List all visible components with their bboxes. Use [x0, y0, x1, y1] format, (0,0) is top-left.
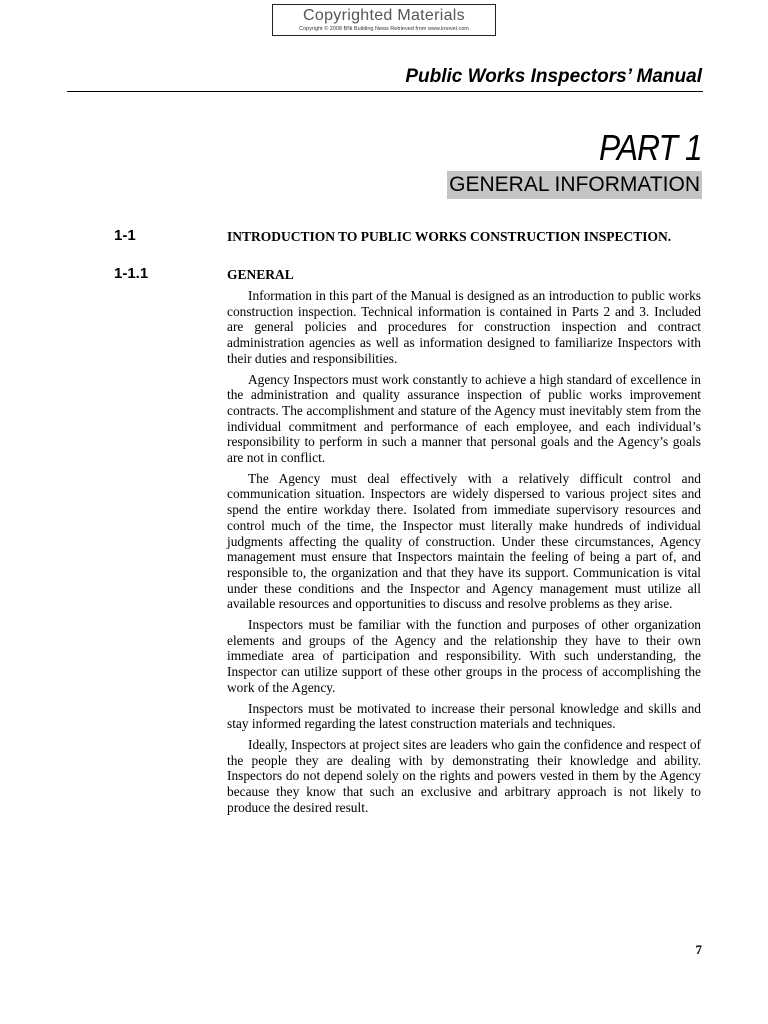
- copyright-stamp: [272, 4, 496, 36]
- section-heading-1-1-1: GENERAL: [227, 267, 294, 282]
- section-number-1-1: 1-1: [114, 227, 136, 244]
- paragraph-4: Inspectors must be familiar with the function and purposes of other organization elements and groups of the Agency and the relationship they have to their own immediate area of participation and responsibility. With such understanding, the Inspector can utilize support of these other groups in the process of accomplishing the work of the Agency.: [227, 617, 701, 695]
- paragraph-2: Agency Inspectors must work constantly to achieve a high standard of excellence in the administration and quality assurance inspection of public works improvement contracts. The accomplishment and stature of the Agency must inevitably stem from the individual commitment and performance of each employee, and each individual’s responsibility to perform in such a manner that personal goals and the Agency’s goals are not in conflict.: [227, 371, 701, 466]
- section-number-1-1-1: 1-1.1: [114, 265, 149, 282]
- body-text: [227, 288, 701, 821]
- running-header-title: Public Works Inspectors’ Manual: [405, 66, 702, 87]
- copyright-stamp-title: Copyrighted Materials: [303, 7, 465, 24]
- paragraph-3: The Agency must deal effectively with a relatively difficult control and communication situation. Inspectors are widely dispersed to various project sites and spend the entire workday there. Isolated from immediate supervisory resources and control much of the time, the Inspector must literally make hundreds of individual judgments affecting the quality of construction. Under these circumstances, Agency management must ensure that Inspectors maintain the feeling of being a part of, and responsible to, the organization and that they have its support. Communication is vital under these conditions and the Inspector and Agency management must utilize all available resources and opportunities to discuss and resolve problems as they arise.: [227, 470, 701, 612]
- page-number: 7: [695, 942, 702, 957]
- header-divider: [67, 91, 703, 92]
- copyright-stamp-subtitle: Copyright © 2008 BNi Building News Retrieved from www.knovel.com: [299, 26, 469, 32]
- part-title: PART 1: [599, 127, 702, 168]
- part-subtitle: GENERAL INFORMATION: [447, 171, 702, 199]
- paragraph-1: Information in this part of the Manual is designed as an introduction to public works construction inspection. Technical information is contained in Parts 2 and 3. Included are general policies and procedures for construction inspection and contract administration agencies as well as information designed to familiarize Inspectors with their duties and responsibilities.: [227, 288, 701, 366]
- paragraph-6: Ideally, Inspectors at project sites are leaders who gain the confidence and respect of the people they are dealing with by demonstrating their knowledge and ability. Inspectors do not depend solely on the rights and powers vested in them by the Agency because they know that such an exclusive and arbitrary approach is not likely to produce the desired result.: [227, 736, 701, 815]
- section-heading-1-1: INTRODUCTION TO PUBLIC WORKS CONSTRUCTION INSPECTION.: [227, 229, 672, 244]
- paragraph-5: Inspectors must be motivated to increase their personal knowledge and skills and stay informed regarding the latest construction materials and techniques.: [227, 700, 701, 732]
